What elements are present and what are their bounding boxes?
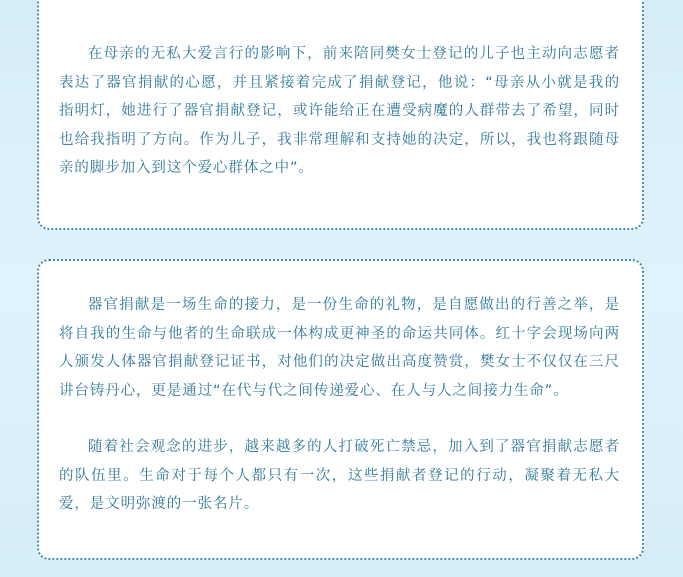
text-card-organ-donation: [37, 259, 644, 560]
text-card-mother-son: [37, 0, 644, 230]
paragraph-son-registration: 在母亲的无私大爱言行的影响下，前来陪同樊女士登记的儿子也主动向志愿者表达了器官捐献的心愿，并且紧接着完成了捐献登记，他说：“母亲从小就是我的指明灯，她进行了器官捐献登记，或许能给正在遭受病魔的人群带去了希望，同时也给我指明了方向。作为儿子，我非常理解和支持她的决定，所以，我也将跟随母亲的脚步加入到这个爱心群体之中”。: [59, 46, 620, 176]
paragraph-life-relay: 器官捐献是一场生命的接力，是一份生命的礼物，是自愿做出的行善之举，是将自我的生命与他者的生命联成一体构成更神圣的命运共同体。红十字会现场向两人颁发人体器官捐献登记证书，对他们的决定做出高度赞赏，樊女士不仅仅在三尺讲台铸丹心，更是通过“在代与代之间传递爱心、在人与人之间接力生命”。: [59, 297, 620, 399]
paragraph-social-progress: 随着社会观念的进步，越来越多的人打破死亡禁忌，加入到了器官捐献志愿者的队伍里。生命对于每个人都只有一次，这些捐献者登记的行动，凝聚着无私大爱，是文明弥渡的一张名片。: [59, 439, 620, 512]
